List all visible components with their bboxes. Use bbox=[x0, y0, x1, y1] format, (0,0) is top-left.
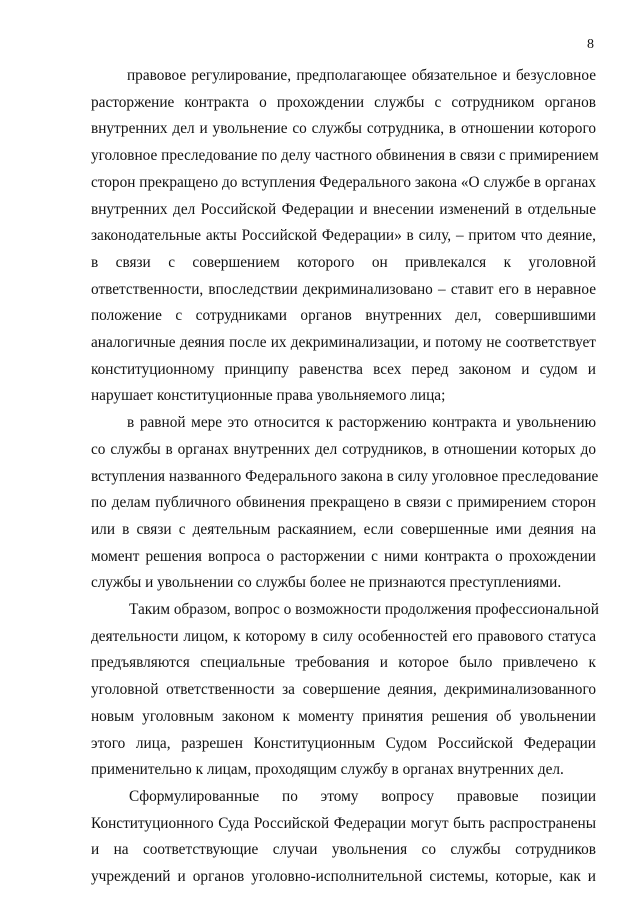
paragraph-3 bbox=[91, 597, 599, 784]
paragraph-1 bbox=[91, 63, 599, 410]
text-line: по делам публичного обвинения прекращено в связи с примирением сторон bbox=[91, 494, 596, 512]
text-line: расторжение контракта о прохождении службы с сотрудником органов bbox=[91, 93, 596, 111]
text-line: внутренних дел и увольнение со службы сотрудника, в отношении которого bbox=[91, 120, 596, 138]
text-line: в связи с совершением которого он привлекался к уголовной bbox=[91, 253, 596, 271]
text-line: этого лица, разрешен Конституционным Судом Российской Федерации bbox=[91, 734, 596, 752]
text-line: вступления названного Федерального закона в силу уголовное преследование bbox=[91, 467, 599, 485]
paragraph-4 bbox=[91, 784, 596, 891]
text-line: правовое регулирование, предполагающее обязательное и безусловное bbox=[127, 67, 596, 84]
text-line: или в связи с деятельным раскаянием, если совершенные ими деяния на bbox=[91, 520, 596, 538]
text-line: Таким образом, вопрос о возможности продолжения профессиональной bbox=[129, 601, 599, 619]
text-line: аналогичные деяния после их декриминализации, и потому не соответствует bbox=[91, 334, 596, 352]
text-line: сторон прекращено до вступления Федерального закона «О службе в органах bbox=[91, 173, 596, 191]
text-line: со службы в органах внутренних дел сотрудников, в отношении которых до bbox=[91, 440, 596, 458]
text-line: положение с сотрудниками органов внутренних дел, совершившими bbox=[91, 307, 596, 325]
text-line: момент решения вопроса о расторжении с ними контракта о прохождении bbox=[91, 547, 596, 565]
text-line: деятельности лицом, к которому в силу особенностей его правового статуса bbox=[91, 627, 596, 645]
text-line: новым уголовным законом к моменту принятия решения об увольнении bbox=[91, 707, 596, 725]
text-line: службы и увольнении со службы более не признаются преступлениями. bbox=[91, 574, 562, 592]
text-line: нарушает конституционные права увольняемого лица; bbox=[91, 387, 446, 405]
text-line: ответственности, впоследствии декриминализовано – ставит его в неравное bbox=[91, 280, 596, 298]
text-line: уголовное преследование по делу частного обвинения в связи с примирением bbox=[91, 147, 599, 165]
text-line: и на соответствующие случаи увольнения со службы сотрудников bbox=[91, 841, 596, 859]
body-text bbox=[91, 63, 599, 891]
text-line: предъявляются специальные требования и которое было привлечено к bbox=[91, 654, 596, 672]
text-line: в равной мере это относится к расторжению контракта и увольнению bbox=[127, 414, 596, 432]
text-line: законодательные акты Российской Федерации» в силу, – притом что деяние, bbox=[91, 227, 596, 245]
paragraph-2 bbox=[91, 410, 599, 597]
text-line: уголовной ответственности за совершение деяния, декриминализованного bbox=[91, 681, 596, 699]
page-number: 8 bbox=[587, 37, 594, 52]
text-line: внутренних дел Российской Федерации и внесении изменений в отдельные bbox=[91, 200, 596, 218]
text-line: Конституционного Суда Российской Федерации могут быть распространены bbox=[91, 814, 596, 832]
text-line: конституционному принципу равенства всех перед законом и судом и bbox=[91, 360, 596, 378]
text-line: Сформулированные по этому вопросу правовые позиции bbox=[129, 787, 596, 805]
text-line: учреждений и органов уголовно-исполнительной системы, которые, как и bbox=[91, 868, 596, 886]
text-line: применительно к лицам, проходящим службу в органах внутренних дел. bbox=[91, 761, 564, 779]
